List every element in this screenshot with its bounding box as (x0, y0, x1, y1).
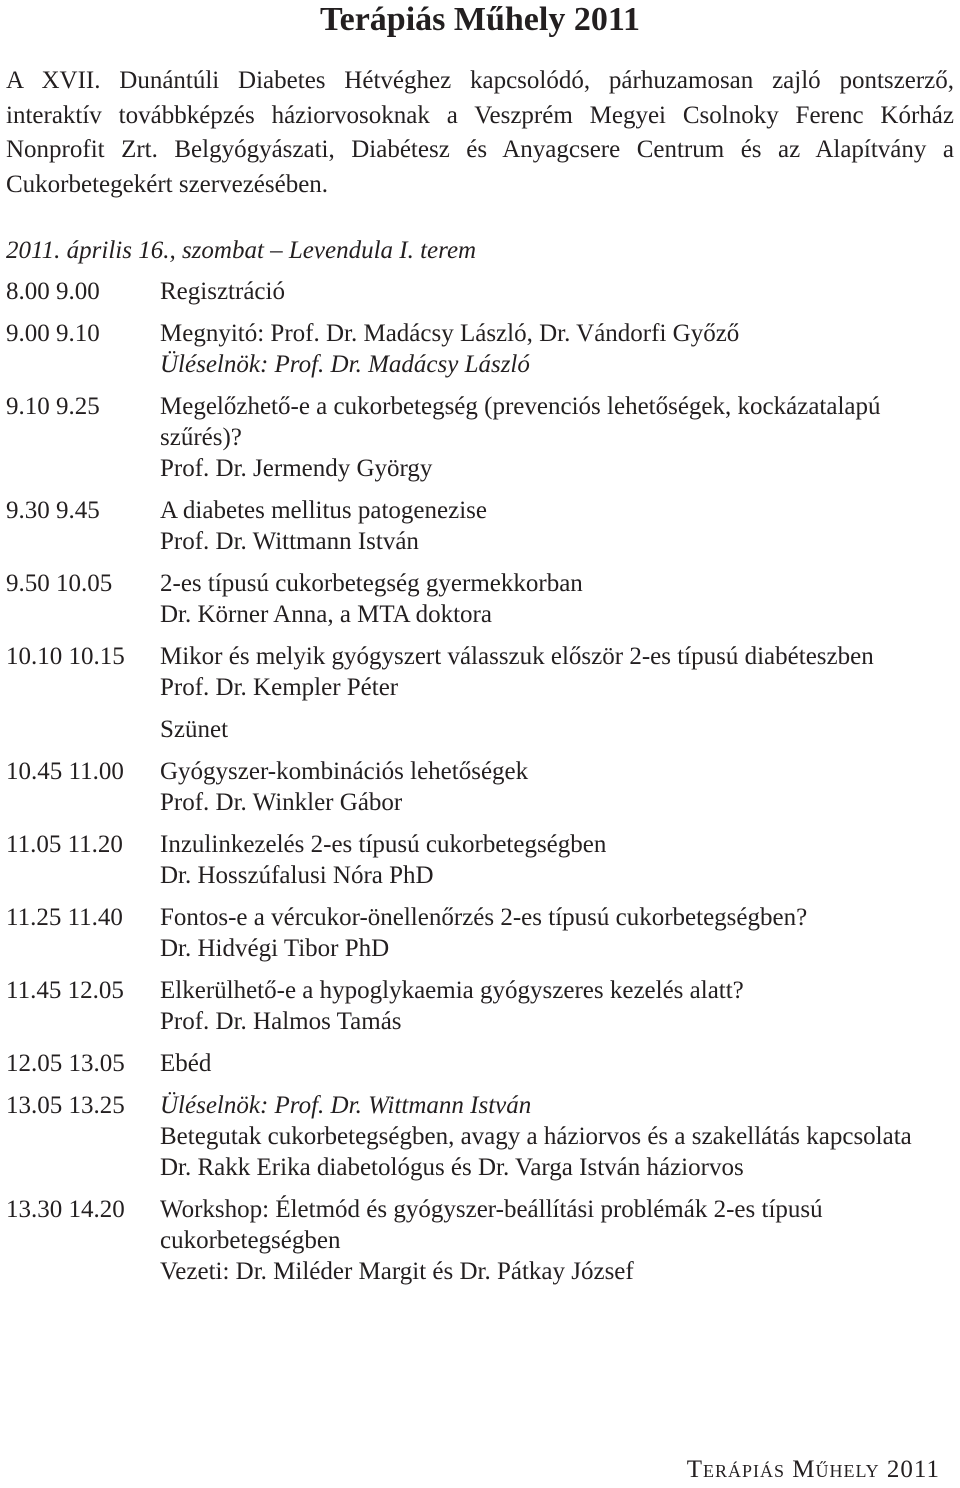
session-title: Regisztráció (160, 278, 285, 305)
schedule (6, 276, 956, 1298)
session-content (160, 1090, 956, 1183)
time-slot (6, 714, 160, 745)
session-title: Gyógyszer-kombinációs lehetőségek (160, 758, 529, 785)
session-content (160, 1048, 956, 1079)
session-speaker: Prof. Dr. Kempler Péter (160, 674, 399, 701)
session-title: Workshop: Életmód és gyógyszer-beállítási problémák 2-es típusú cukorbetegségben (160, 1196, 823, 1254)
session-content (160, 975, 956, 1037)
session-title: 2-es típusú cukorbetegség gyermekkorban (160, 570, 583, 597)
session-content (160, 495, 956, 557)
schedule-row (6, 641, 956, 703)
schedule-row (6, 1090, 956, 1183)
session-title: Betegutak cukorbetegségben, avagy a háziorvos és a szakellátás kapcsolata (160, 1123, 912, 1150)
time-slot: 11.05 11.20 (6, 831, 123, 858)
intro-paragraph: A XVII. Dunántúli Diabetes Hétvéghez kapcsolódó, párhuzamosan zajló pontszerző, interaktív továbbképzés háziorvosoknak a Veszprém Megyei Csolnoky Ferenc Kórház Nonprofit Zrt. Belgyógyászati, Diabétesz és Anyagcsere Centrum és az Alapítvány a Cukorbetegekért szervezésében. (6, 67, 954, 198)
session-chair: Üléselnök: Prof. Dr. Wittmann István (160, 1092, 532, 1119)
session-speaker: Vezeti: Dr. Miléder Margit és Dr. Pátkay József (160, 1258, 634, 1285)
page-footer: Terápiás Műhely 2011 (686, 1456, 940, 1483)
schedule-row (6, 1048, 956, 1079)
time-slot: 10.45 11.00 (6, 758, 124, 785)
session-speaker: Dr. Hidvégi Tibor PhD (160, 935, 390, 962)
session-speaker: Prof. Dr. Jermendy György (160, 455, 433, 482)
session-content (160, 391, 956, 484)
schedule-row (6, 495, 956, 557)
session-title: Mikor és melyik gyógyszert válasszuk először 2-es típusú diabéteszben (160, 643, 874, 670)
session-title: A diabetes mellitus patogenezise (160, 497, 487, 524)
schedule-row (6, 391, 956, 484)
schedule-row (6, 829, 956, 891)
schedule-row (6, 568, 956, 630)
schedule-row (6, 975, 956, 1037)
session-content (160, 829, 956, 891)
session-content (160, 1194, 956, 1287)
time-slot: 9.30 9.45 (6, 497, 100, 524)
schedule-row (6, 1194, 956, 1287)
session-speaker: Dr. Rakk Erika diabetológus és Dr. Varga István háziorvos (160, 1154, 744, 1181)
session-content (160, 756, 956, 818)
time-slot: 12.05 13.05 (6, 1050, 125, 1077)
session-title: Ebéd (160, 1050, 212, 1077)
schedule-row (6, 902, 956, 964)
time-slot: 9.50 10.05 (6, 570, 113, 597)
session-content (160, 318, 956, 380)
schedule-row (6, 276, 956, 307)
session-title: Megelőzhető-e a cukorbetegség (prevenciós lehetőségek, kockázatalapú szűrés)? (160, 393, 881, 451)
session-content (160, 902, 956, 964)
schedule-row (6, 318, 956, 380)
session-content (160, 641, 956, 703)
time-slot: 9.00 9.10 (6, 320, 100, 347)
session-speaker: Prof. Dr. Halmos Tamás (160, 1008, 402, 1035)
session-speaker: Prof. Dr. Wittmann István (160, 528, 419, 555)
time-slot: 13.30 14.20 (6, 1196, 125, 1223)
schedule-row-break (6, 714, 956, 745)
time-slot: 11.25 11.40 (6, 904, 123, 931)
schedule-row (6, 756, 956, 818)
session-content (160, 568, 956, 630)
session-title: Inzulinkezelés 2-es típusú cukorbetegségben (160, 831, 607, 858)
session-title: Megnyitó: Prof. Dr. Madácsy László, Dr. Vándorfi Győző (160, 320, 740, 347)
page-title: Terápiás Műhely 2011 (320, 1, 640, 38)
time-slot: 8.00 9.00 (6, 278, 100, 305)
date-line: 2011. április 16., szombat – Levendula I. terem (6, 237, 477, 264)
time-slot: 10.10 10.15 (6, 643, 125, 670)
time-slot: 9.10 9.25 (6, 393, 100, 420)
session-speaker: Dr. Hosszúfalusi Nóra PhD (160, 862, 434, 889)
time-slot: 11.45 12.05 (6, 977, 124, 1004)
session-content (160, 276, 956, 307)
session-chair: Üléselnök: Prof. Dr. Madácsy László (160, 351, 530, 378)
session-title: Fontos-e a vércukor-önellenőrzés 2-es típusú cukorbetegségben? (160, 904, 808, 931)
session-speaker: Prof. Dr. Winkler Gábor (160, 789, 403, 816)
session-title: Szünet (160, 716, 229, 743)
time-slot: 13.05 13.25 (6, 1092, 125, 1119)
session-speaker: Dr. Körner Anna, a MTA doktora (160, 601, 492, 628)
session-content (160, 714, 956, 745)
session-title: Elkerülhető-e a hypoglykaemia gyógyszeres kezelés alatt? (160, 977, 744, 1004)
